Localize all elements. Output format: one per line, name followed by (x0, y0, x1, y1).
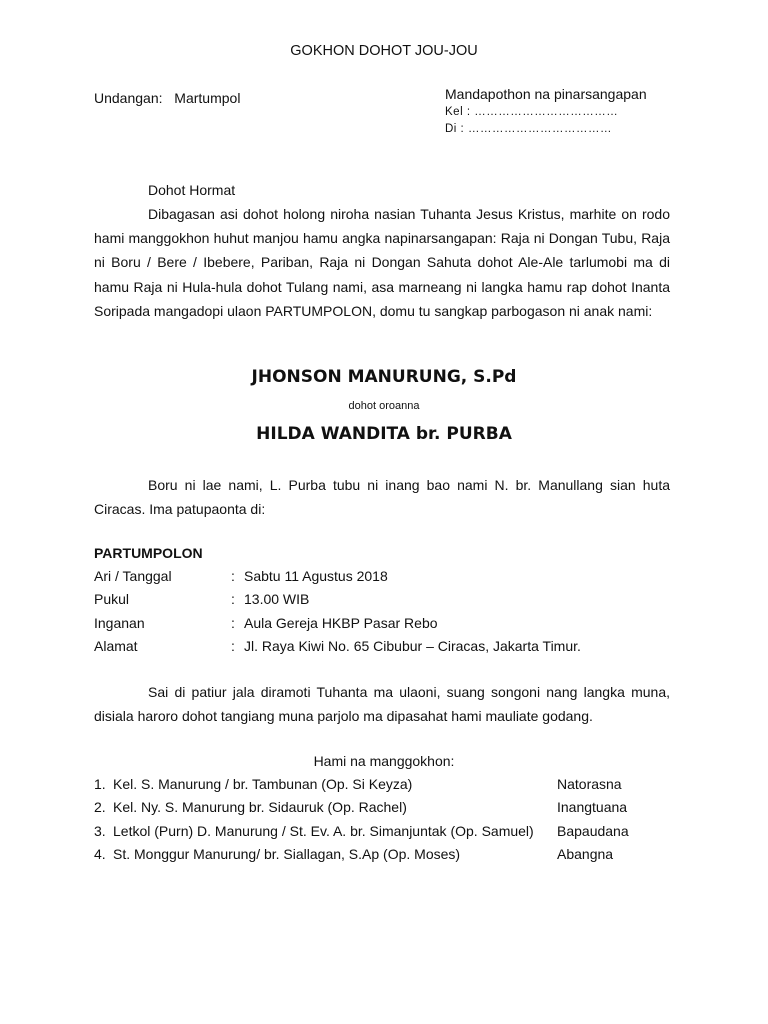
recipient-di-line: Di : ……………………………… (445, 123, 612, 135)
signatory-item (94, 823, 694, 846)
event-row-label: Ari / Tanggal (94, 568, 172, 584)
opening-paragraph (94, 202, 670, 323)
signatory-role: Natorasna (557, 776, 622, 792)
signatory-name: Kel. S. Manurung / br. Tambunan (Op. Si Keyza) (113, 776, 413, 792)
event-row-address (94, 638, 694, 661)
closing-paragraph-text: Sai di patiur jala diramoti Tuhanta ma ulaoni, suang songoni nang langka muna, disiala haroro dohot tangiang muna parjolo ma dipasahat hami mauliate godang. (94, 684, 670, 725)
event-row-colon: : (231, 638, 235, 654)
connector-text: dohot oroanna (348, 400, 420, 412)
event-row-colon: : (231, 568, 235, 584)
event-row-value: Aula Gereja HKBP Pasar Rebo (244, 615, 438, 631)
invitation-type (94, 90, 240, 106)
signatory-role: Bapaudana (557, 823, 629, 839)
event-row-value: 13.00 WIB (244, 591, 310, 607)
event-row-colon: : (231, 615, 235, 631)
bride-name: HILDA WANDITA br. PURBA (256, 424, 512, 444)
event-heading: PARTUMPOLON (94, 545, 203, 561)
event-row-date (94, 568, 694, 591)
signatory-item (94, 846, 694, 869)
recipient-title: Mandapothon na pinarsangapan (445, 86, 647, 102)
event-row-label: Alamat (94, 638, 138, 654)
signatory-item (94, 776, 694, 799)
letter-title: GOKHON DOHOT JOU-JOU (290, 43, 478, 59)
event-row-venue (94, 615, 694, 638)
signatory-name: Kel. Ny. S. Manurung br. Sidauruk (Op. Rachel) (113, 799, 407, 815)
signatories-heading: Hami na manggokhon: (313, 753, 455, 769)
signatory-role: Inangtuana (557, 799, 628, 815)
signatory-number: 3. (94, 823, 106, 839)
signatory-role: Abangna (557, 846, 614, 862)
signatory-number: 2. (94, 799, 106, 815)
signatory-name: Letkol (Purn) D. Manurung / St. Ev. A. br. Simanjuntak (Op. Samuel) (113, 823, 534, 839)
greeting: Dohot Hormat (148, 182, 236, 198)
invitation-type-label: Undangan: (94, 90, 163, 106)
event-row-time (94, 591, 694, 614)
signatory-name: St. Monggur Manurung/ br. Siallagan, S.Ap (Op. Moses) (113, 846, 461, 862)
event-row-label: Pukul (94, 591, 130, 607)
bride-family-paragraph (94, 473, 670, 521)
signatory-number: 4. (94, 846, 106, 862)
groom-name: JHONSON MANURUNG, S.Pd (251, 367, 517, 387)
opening-paragraph-text: Dibagasan asi dohot holong niroha nasian Tuhanta Jesus Kristus, marhite on rodo hami manggokhon huhut manjou hamu angka napinarsangapan: Raja ni Dongan Tubu, Raja ni Boru / Bere / Ibebere, Pariban, Raja ni Dongan Sahuta dohot Ale-Ale tarlumobi ma di hamu Raja ni Hula-hula dohot Tulang nami, asa marneang ni langka hamu rap dohot Inanta Soripada mangadopi ulaon PARTUMPOLON, domu tu sangkap parbogason ni anak nami: (94, 206, 670, 319)
signatory-number: 1. (94, 776, 106, 792)
event-row-colon: : (231, 591, 235, 607)
event-row-value: Jl. Raya Kiwi No. 65 Cibubur – Ciracas, Jakarta Timur. (244, 638, 581, 654)
invitation-type-value: Martumpol (174, 90, 241, 106)
bride-family-paragraph-text: Boru ni lae nami, L. Purba tubu ni inang bao nami N. br. Manullang sian huta Ciracas. Ima patupaonta di: (94, 477, 670, 518)
event-row-value: Sabtu 11 Agustus 2018 (244, 568, 388, 584)
event-row-label: Inganan (94, 615, 145, 631)
recipient-kel-line: Kel : ……………………………… (445, 106, 619, 118)
signatory-item (94, 799, 694, 822)
closing-paragraph (94, 680, 670, 728)
